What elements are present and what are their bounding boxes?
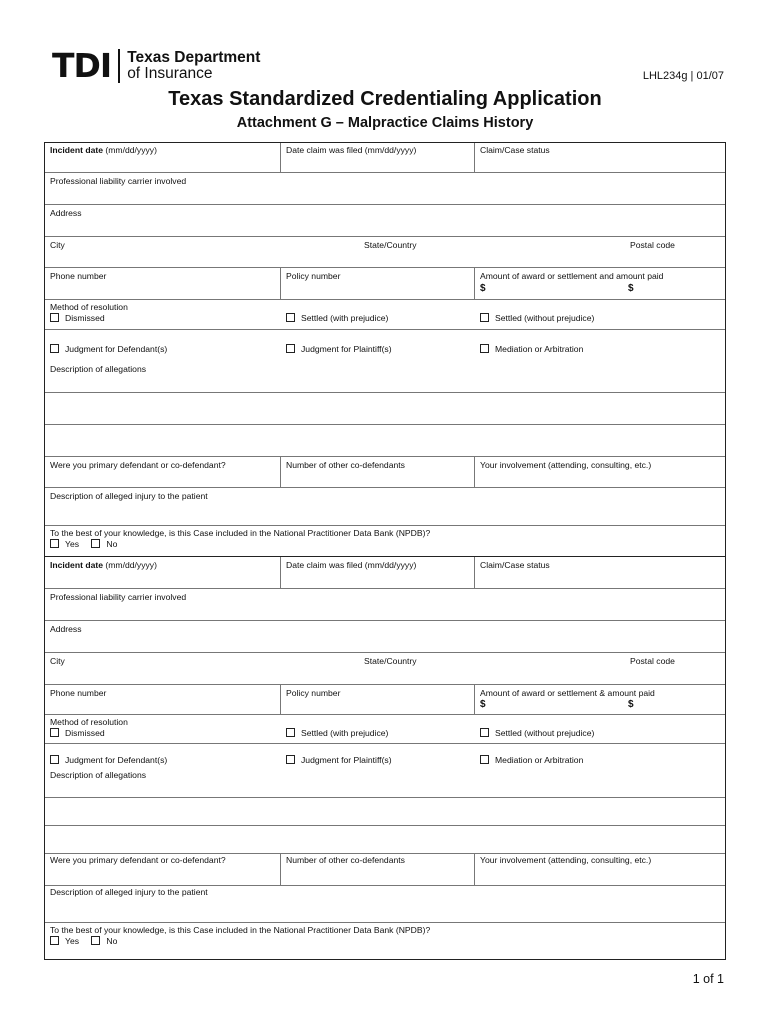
claim1-city-field[interactable] bbox=[45, 237, 345, 267]
option-judgment-plaintiff[interactable] bbox=[286, 344, 392, 355]
claim1-row-judgment bbox=[45, 330, 725, 361]
method-label: Method of resolution bbox=[50, 717, 128, 727]
claim2-involvement-field[interactable] bbox=[474, 854, 725, 885]
claim1-involvement-field[interactable] bbox=[474, 457, 725, 487]
postal-label: Postal code bbox=[630, 240, 675, 250]
claim1-row-dates bbox=[45, 143, 725, 173]
checkbox[interactable] bbox=[91, 936, 100, 945]
claim2-row-npdb bbox=[45, 923, 725, 959]
checkbox[interactable] bbox=[286, 313, 295, 322]
date-filed-label: Date claim was filed (mm/dd/yyyy) bbox=[286, 145, 417, 155]
claim2-row-injury bbox=[45, 886, 725, 923]
mediation-label: Mediation or Arbitration bbox=[495, 755, 584, 765]
checkbox[interactable] bbox=[50, 755, 59, 764]
claim2-primary-defendant-field[interactable] bbox=[45, 854, 280, 885]
allegations-label: Description of allegations bbox=[50, 364, 147, 374]
injury-label: Description of alleged injury to the patient bbox=[50, 491, 208, 501]
claim1-incident-date-field[interactable] bbox=[45, 143, 280, 172]
npdb-no-option[interactable] bbox=[91, 539, 117, 549]
involvement-label: Your involvement (attending, consulting, etc.) bbox=[480, 460, 652, 470]
settled-without-label: Settled (without prejudice) bbox=[495, 313, 595, 323]
claim1-allegations-line3[interactable] bbox=[45, 425, 725, 457]
npdb-yes-option[interactable] bbox=[50, 539, 79, 549]
claim1-row-method bbox=[45, 300, 725, 330]
claim2-row-defendant bbox=[45, 854, 725, 886]
codefendants-label: Number of other co-defendants bbox=[286, 460, 405, 470]
checkbox[interactable] bbox=[50, 539, 59, 548]
claim2-incident-date-field[interactable] bbox=[45, 557, 280, 588]
paid-dollar-sign: $ bbox=[628, 283, 634, 294]
claim2-city-field[interactable] bbox=[45, 653, 345, 684]
incident-date-label: Incident date bbox=[50, 560, 104, 570]
checkbox[interactable] bbox=[286, 344, 295, 353]
status-label: Claim/Case status bbox=[480, 145, 550, 155]
option-mediation[interactable] bbox=[480, 755, 583, 766]
phone-label: Phone number bbox=[50, 271, 107, 281]
method-label: Method of resolution bbox=[50, 302, 128, 312]
carrier-label: Professional liability carrier involved bbox=[50, 592, 187, 602]
claim2-allegations-line3[interactable] bbox=[45, 826, 725, 854]
address-label: Address bbox=[50, 208, 82, 218]
yes-label: Yes bbox=[65, 936, 80, 946]
address-label: Address bbox=[50, 624, 82, 634]
claim1-row-allegations bbox=[45, 361, 725, 393]
claim2-carrier-field[interactable] bbox=[45, 589, 725, 620]
option-judgment-plaintiff[interactable] bbox=[286, 755, 392, 766]
paid-dollar-sign: $ bbox=[628, 699, 634, 710]
claim1-policy-field[interactable] bbox=[280, 268, 474, 299]
claim2-row-address bbox=[45, 621, 725, 653]
checkbox[interactable] bbox=[286, 755, 295, 764]
claim2-allegations-line2[interactable] bbox=[45, 798, 725, 826]
claim1-state-field[interactable] bbox=[359, 237, 559, 267]
involvement-label: Your involvement (attending, consulting, etc.) bbox=[480, 855, 652, 865]
incident-date-format: (mm/dd/yyyy) bbox=[103, 560, 157, 570]
option-judgment-defendant[interactable] bbox=[50, 755, 167, 766]
logo-name bbox=[127, 50, 260, 82]
logo-name-line2: of Insurance bbox=[127, 65, 213, 82]
claims-form bbox=[44, 142, 726, 960]
judgment-plaintiff-label: Judgment for Plaintiff(s) bbox=[301, 344, 392, 354]
claim1-postal-field[interactable] bbox=[625, 237, 725, 267]
no-label: No bbox=[106, 936, 118, 946]
checkbox[interactable] bbox=[50, 936, 59, 945]
dismissed-label: Dismissed bbox=[65, 313, 105, 323]
npdb-question: To the best of your knowledge, is this Case included in the National Practitioner Data Bank (NPDB)? bbox=[50, 925, 431, 935]
page-subtitle: Attachment G – Malpractice Claims History bbox=[236, 115, 534, 131]
option-settled-without[interactable] bbox=[480, 728, 594, 739]
option-mediation[interactable] bbox=[480, 344, 583, 355]
primary-defendant-label: Were you primary defendant or co-defendant? bbox=[50, 460, 226, 470]
claim2-date-filed-field[interactable] bbox=[280, 557, 474, 588]
claim1-award-field[interactable] bbox=[474, 268, 725, 299]
claim2-row-judgment bbox=[45, 744, 725, 769]
logo-abbrev: TDI bbox=[52, 46, 112, 85]
claim2-allegations-field[interactable] bbox=[45, 769, 725, 797]
claim2-injury-field[interactable] bbox=[45, 886, 725, 922]
npdb-question: To the best of your knowledge, is this Case included in the National Practitioner Data Bank (NPDB)? bbox=[50, 528, 431, 538]
checkbox[interactable] bbox=[91, 539, 100, 548]
incident-date-format: (mm/dd/yyyy) bbox=[103, 145, 157, 155]
checkbox[interactable] bbox=[50, 728, 59, 737]
claim2-status-field[interactable] bbox=[474, 557, 725, 588]
allegations-label: Description of allegations bbox=[50, 770, 147, 780]
checkbox[interactable] bbox=[50, 344, 59, 353]
claim1-allegations-line2[interactable] bbox=[45, 393, 725, 425]
option-dismissed[interactable] bbox=[50, 728, 275, 739]
claim2-postal-field[interactable] bbox=[625, 653, 725, 684]
settled-without-label: Settled (without prejudice) bbox=[495, 728, 595, 738]
postal-label: Postal code bbox=[630, 656, 675, 666]
phone-label: Phone number bbox=[50, 688, 107, 698]
state-label: State/Country bbox=[364, 656, 417, 666]
carrier-label: Professional liability carrier involved bbox=[50, 176, 187, 186]
logo-divider bbox=[118, 49, 120, 83]
city-label: City bbox=[50, 656, 65, 666]
no-label: No bbox=[106, 539, 118, 549]
claim1-primary-defendant-field[interactable] bbox=[45, 457, 280, 487]
claim2-row-allegations bbox=[45, 769, 725, 798]
claim2-address-field[interactable] bbox=[45, 621, 725, 652]
claim1-method bbox=[45, 300, 280, 329]
state-label: State/Country bbox=[364, 240, 417, 250]
page-title: Texas Standardized Credentialing Application bbox=[168, 88, 602, 110]
yes-label: Yes bbox=[65, 539, 80, 549]
codefendants-label: Number of other co-defendants bbox=[286, 855, 405, 865]
claim2-row-carrier bbox=[45, 589, 725, 621]
checkbox[interactable] bbox=[50, 313, 59, 322]
claim1-status-field[interactable] bbox=[474, 143, 725, 172]
claim1-carrier-field[interactable] bbox=[45, 173, 725, 204]
claim1-phone-field[interactable] bbox=[45, 268, 280, 299]
policy-label: Policy number bbox=[286, 271, 341, 281]
claim1-allegations-field[interactable] bbox=[45, 361, 725, 392]
page-number: 1 of 1 bbox=[692, 972, 724, 986]
policy-label: Policy number bbox=[286, 688, 341, 698]
claim2-npdb bbox=[45, 923, 725, 959]
npdb-yes-option[interactable] bbox=[50, 936, 79, 946]
claim2-row-dates bbox=[45, 557, 725, 589]
checkbox[interactable] bbox=[286, 728, 295, 737]
date-filed-label: Date claim was filed (mm/dd/yyyy) bbox=[286, 560, 417, 570]
status-label: Claim/Case status bbox=[480, 560, 550, 570]
claim1-codefendants-field[interactable] bbox=[280, 457, 474, 487]
dismissed-label: Dismissed bbox=[65, 728, 105, 738]
judgment-plaintiff-label: Judgment for Plaintiff(s) bbox=[301, 755, 392, 765]
checkbox[interactable] bbox=[480, 344, 489, 353]
award-dollar-sign: $ bbox=[480, 699, 486, 710]
award-dollar-sign: $ bbox=[480, 283, 486, 294]
checkbox[interactable] bbox=[480, 728, 489, 737]
option-settled-without[interactable] bbox=[480, 313, 594, 324]
claim1-row-carrier bbox=[45, 173, 725, 205]
claim1-address-field[interactable] bbox=[45, 205, 725, 236]
claim1-row-city bbox=[45, 237, 725, 268]
incident-date-label: Incident date bbox=[50, 145, 104, 155]
claim2-policy-field[interactable] bbox=[280, 685, 474, 714]
claim1-row-address bbox=[45, 205, 725, 237]
claim1-npdb bbox=[45, 526, 725, 556]
claim2-row-method bbox=[45, 715, 725, 744]
settled-with-label: Settled (with prejudice) bbox=[301, 313, 389, 323]
checkbox[interactable] bbox=[480, 755, 489, 764]
claim2-phone-field[interactable] bbox=[45, 685, 280, 714]
option-settled-with[interactable] bbox=[286, 313, 388, 324]
settled-with-label: Settled (with prejudice) bbox=[301, 728, 389, 738]
logo-name-line1: Texas Department bbox=[127, 49, 261, 66]
claim2-row-phone bbox=[45, 685, 725, 715]
claim1-row-defendant bbox=[45, 457, 725, 488]
city-label: City bbox=[50, 240, 65, 250]
npdb-no-option[interactable] bbox=[91, 936, 117, 946]
tdi-logo bbox=[52, 46, 261, 85]
option-settled-with[interactable] bbox=[286, 728, 388, 739]
primary-defendant-label: Were you primary defendant or co-defendant? bbox=[50, 855, 226, 865]
claim2-row-city bbox=[45, 653, 725, 685]
option-judgment-defendant[interactable] bbox=[50, 344, 167, 355]
claim1-date-filed-field[interactable] bbox=[280, 143, 474, 172]
award-label: Amount of award or settlement and amount paid bbox=[480, 271, 664, 281]
claim2-codefendants-field[interactable] bbox=[280, 854, 474, 885]
judgment-defendant-label: Judgment for Defendant(s) bbox=[65, 755, 168, 765]
claim1-row-injury bbox=[45, 488, 725, 526]
judgment-defendant-label: Judgment for Defendant(s) bbox=[65, 344, 168, 354]
claim2-state-field[interactable] bbox=[359, 653, 559, 684]
claim1-row-phone bbox=[45, 268, 725, 300]
claim1-injury-field[interactable] bbox=[45, 488, 725, 525]
checkbox[interactable] bbox=[480, 313, 489, 322]
claim2-award-field[interactable] bbox=[474, 685, 725, 714]
award-label: Amount of award or settlement & amount paid bbox=[480, 688, 655, 698]
claim2-method bbox=[45, 715, 280, 743]
injury-label: Description of alleged injury to the patient bbox=[50, 887, 208, 897]
form-code: LHL234g | 01/07 bbox=[642, 70, 724, 82]
mediation-label: Mediation or Arbitration bbox=[495, 344, 584, 354]
option-dismissed[interactable] bbox=[50, 313, 275, 324]
claim1-row-npdb bbox=[45, 526, 725, 557]
